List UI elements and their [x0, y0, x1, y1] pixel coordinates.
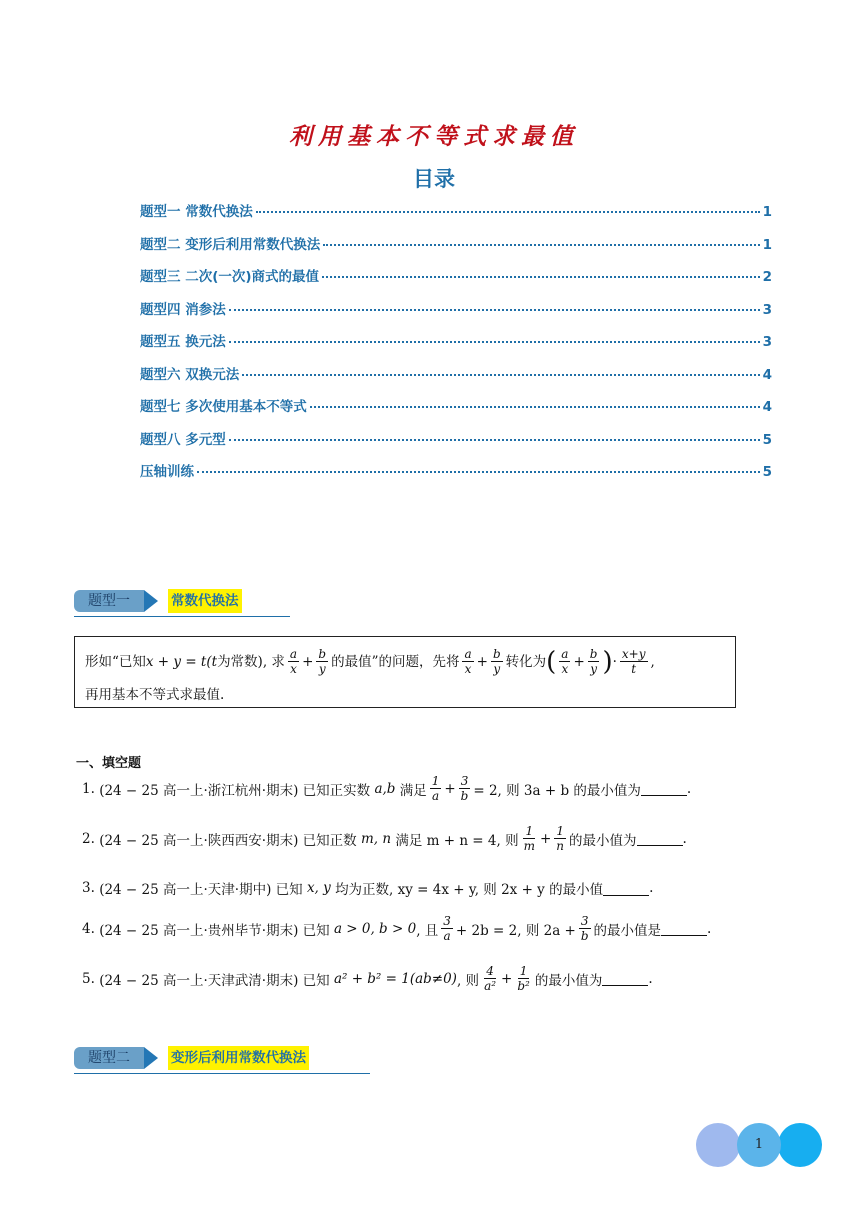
fraction: $\frac{3}{a}$ [443, 914, 451, 943]
section-name: 变形后利用常数代换法 [168, 1046, 309, 1070]
fraction: $\frac{a}{x}$ [464, 647, 472, 676]
fraction: $\frac{3}{b}$ [580, 914, 589, 943]
question-number: 2. [82, 830, 95, 847]
question-item [82, 878, 653, 898]
method-text: 转化为 [505, 653, 547, 670]
toc-leader [310, 406, 760, 408]
question-text: (24 − 25 高一上·贵州毕节·期末) 已知 [99, 922, 330, 939]
question-math: x, y [306, 880, 331, 896]
toc-item-page: 2 [762, 269, 772, 285]
questions-heading: 一、填空题 [76, 756, 142, 771]
fraction: $\frac{4}{\text{a²}}$ [484, 964, 497, 993]
toc-leader [242, 374, 759, 376]
section-name: 常数代换法 [168, 589, 242, 613]
toc-item-label: 题型五 换元法 [140, 334, 226, 350]
answer-blank[interactable] [641, 781, 687, 796]
question-text: . [707, 920, 712, 937]
toc-leader [322, 276, 760, 278]
toc-item-label: 题型七 多次使用基本不等式 [140, 399, 307, 415]
question-item: 2. (24 − 25 高一上·陕西西安·期末) 已知正数 m, n 满足 m + n = 4, 则 $\frac{1}{m}$ + $\frac{1}{n}$ 的最小值为 . [82, 824, 687, 853]
toc-item[interactable] [140, 200, 772, 233]
question-item: 1. (24 − 25 高一上·浙江杭州·期末) 已知正实数 a,b 满足 $\frac{1}{a}$ + $\frac{3}{b}$ = 2, 则 3a + b 的最小值为 . [82, 774, 692, 803]
question-number: 4. [82, 920, 95, 937]
method-text: , [650, 653, 655, 670]
question-text: 满足 m + n = 4, 则 [395, 832, 519, 849]
question-math: a,b [374, 780, 396, 797]
answer-blank[interactable] [602, 971, 648, 986]
toc-leader [323, 244, 759, 246]
toc-item[interactable] [140, 395, 772, 428]
question-text: . [648, 970, 653, 987]
question-text: (24 − 25 高一上·天津武清·期末) 已知 [99, 972, 330, 989]
answer-blank[interactable] [637, 831, 683, 846]
question-math: a² + b² = 1(ab≠0) [333, 970, 457, 987]
toc-item[interactable] [140, 265, 772, 298]
toc-item-label: 题型六 双换元法 [140, 366, 240, 383]
toc-leader [229, 439, 760, 441]
fraction: $\frac{a}{x}$ [561, 647, 569, 676]
page-number: 1 [737, 1123, 781, 1167]
question-item: 5. (24 − 25 高一上·天津武清·期末) 已知 a² + b² = 1(ab≠0) , 则 $\frac{4}{\text{a²}}$ + $\frac{1}{\text{b²}}$ 的最小值为 . [82, 964, 653, 993]
section-header-1 [74, 588, 294, 618]
section-tag: 题型二 [74, 1047, 144, 1069]
toc-item[interactable] [140, 460, 772, 493]
toc-item-page: 4 [762, 399, 772, 415]
question-text: (24 − 25 高一上·浙江杭州·期末) 已知正实数 [99, 782, 371, 799]
fraction: $\frac{b}{y}$ [492, 647, 501, 676]
fraction: $\frac{b}{y}$ [589, 647, 598, 676]
fraction: $\frac{3}{b}$ [460, 774, 469, 803]
toc-leader [229, 341, 760, 343]
question-text: = 2, 则 3a + b 的最小值为 [473, 782, 641, 799]
question-number: 5. [82, 970, 95, 987]
section-underline [74, 1073, 370, 1074]
question-text: . [686, 780, 692, 797]
toc-item-label: 压轴训练 [140, 464, 194, 480]
question-math: a > 0, b > 0 [333, 920, 417, 937]
toc-item[interactable] [140, 298, 772, 331]
toc-item-page: 1 [762, 204, 772, 220]
question-math: m, n [360, 830, 392, 847]
decorative-circle [696, 1123, 740, 1167]
toc-item[interactable] [140, 428, 772, 461]
fraction: $\frac{1}{\text{b²}}$ [517, 964, 530, 993]
arrow-icon [144, 590, 158, 612]
question-item [82, 914, 711, 943]
question-text: 的最小值为 [569, 832, 637, 849]
toc-item-label: 题型八 多元型 [140, 431, 226, 448]
method-equation: x + y = t(t [145, 653, 218, 670]
question-text: 的最小值为 [534, 972, 603, 989]
question-text: . [682, 830, 687, 847]
question-text: , 且 [416, 922, 439, 939]
toc-item[interactable] [140, 233, 772, 266]
method-text: 为常数), 求 [217, 653, 285, 670]
answer-blank[interactable] [603, 881, 649, 896]
toc-item-label: 题型三 二次(一次)商式的最值 [140, 269, 320, 285]
question-text: (24 − 25 高一上·陕西西安·期末) 已知正数 [99, 832, 357, 849]
section-header-2 [74, 1045, 374, 1075]
question-text: (24 − 25 高一上·天津·期中) 已知 [99, 882, 303, 898]
question-text: . [649, 880, 654, 896]
question-text: 均为正数, xy = 4x + y, 则 2x + y 的最小值 [335, 882, 604, 898]
toc-item-label: 题型二 变形后利用常数代换法 [140, 236, 321, 253]
fraction: $\frac{a}{x}$ [289, 647, 298, 676]
method-box: 形如“已知 x + y = t(t 为常数), 求 $\frac{a}{x}$ + $\frac{b}{y}$ 的最值”的问题，先将 $\frac{a}{x}$ + $\frac{b}{y}$ 转化为 ( $\frac{a}{x}$ + $\frac{b}{y}$ ) · $\frac{x+y}{t}$ , 再用基本不等式求最值. [74, 636, 736, 708]
fraction: $\frac{1}{m}$ [523, 824, 535, 853]
fraction: $\frac{1}{n}$ [556, 824, 565, 853]
toc-heading: 目录 [413, 167, 455, 191]
method-text: 的最值”的问题，先将 [331, 653, 460, 670]
answer-blank[interactable] [661, 921, 707, 936]
toc-item-label: 题型四 消参法 [140, 301, 226, 318]
question-text: 的最小值是 [593, 922, 662, 939]
toc-item-page: 3 [762, 301, 772, 318]
toc-leader [229, 309, 760, 311]
question-text: , 则 [456, 972, 480, 989]
page-indicator [696, 1123, 822, 1167]
fraction: $\frac{1}{a}$ [431, 774, 440, 803]
fraction: $\frac{x+y}{t}$ [621, 647, 646, 676]
document-title: 利用基本不等式求最值 [289, 123, 579, 150]
table-of-contents [140, 200, 772, 493]
toc-leader [256, 211, 760, 213]
section-tag: 题型一 [74, 590, 144, 612]
toc-item[interactable] [140, 363, 772, 396]
question-number: 3. [82, 880, 95, 896]
toc-leader [197, 471, 760, 473]
toc-item-page: 5 [762, 431, 772, 448]
question-number: 1. [82, 780, 95, 797]
arrow-icon [144, 1047, 158, 1069]
question-text: + 2b = 2, 则 2a + [455, 922, 576, 939]
section-underline [74, 616, 290, 617]
toc-item-page: 3 [762, 334, 772, 350]
fraction: $\frac{b}{y}$ [318, 647, 327, 676]
toc-item-page: 1 [762, 236, 772, 253]
toc-item-label: 题型一 常数代换法 [140, 204, 253, 220]
decorative-circle [778, 1123, 822, 1167]
method-text: 形如“已知 [85, 653, 146, 670]
toc-item-page: 5 [762, 464, 772, 480]
method-text: 再用基本不等式求最值. [85, 687, 225, 703]
toc-item-page: 4 [762, 366, 772, 383]
question-text: 满足 [399, 782, 427, 799]
toc-item[interactable] [140, 330, 772, 363]
